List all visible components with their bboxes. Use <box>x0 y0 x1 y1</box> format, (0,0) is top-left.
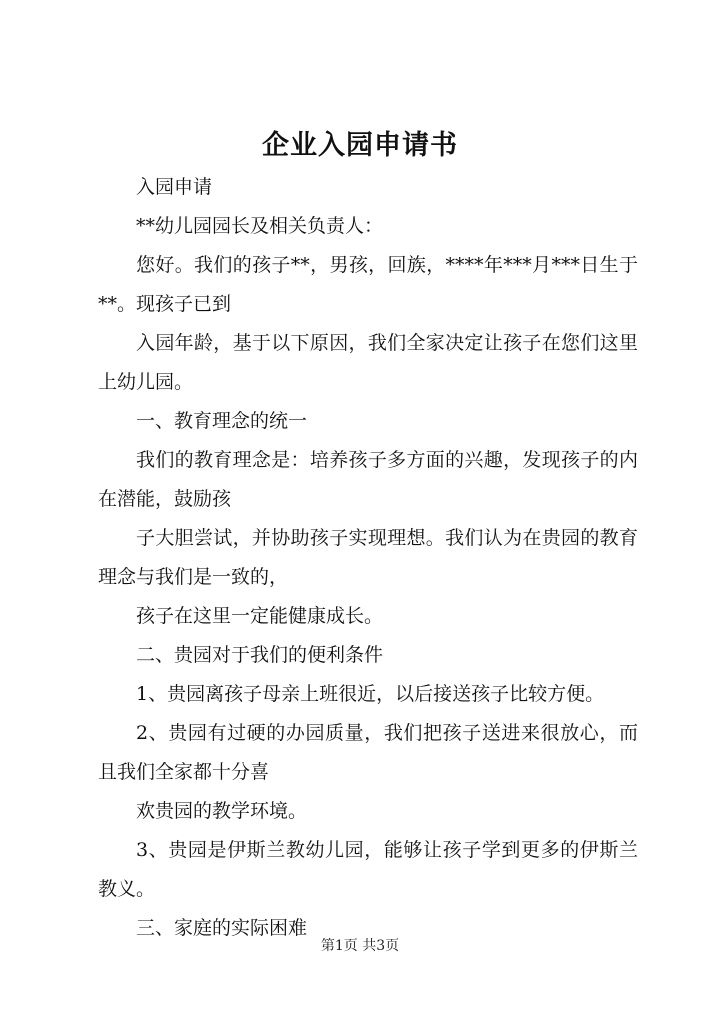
paragraph-education-1: 我们的教育理念是：培养孩子多方面的兴趣，发现孩子的内在潜能，鼓励孩 <box>98 449 638 510</box>
page-footer: 第1页 共3页 <box>320 938 400 954</box>
paragraph-salutation: **幼儿园园长及相关负责人： <box>136 215 384 237</box>
section-heading-3: 三、家庭的实际困难 <box>136 917 308 939</box>
paragraph-convenience-1: 1、贵园离孩子母亲上班很近，以后接送孩子比较方便。 <box>136 683 605 705</box>
section-heading-2: 二、贵园对于我们的便利条件 <box>136 644 384 666</box>
document-title: 企业入园申请书 <box>262 130 458 161</box>
paragraph-convenience-2-cont: 欢贵园的教学环境。 <box>136 800 308 822</box>
paragraph-heading-application: 入园申请 <box>136 176 213 198</box>
section-heading-1: 一、教育理念的统一 <box>136 410 308 432</box>
paragraph-convenience-2: 2、贵园有过硬的办园质量，我们把孩子送进来很放心，而且我们全家都十分喜 <box>98 722 638 783</box>
paragraph-greeting: 您好。我们的孩子**，男孩，回族，****年***月***日生于**。现孩子已到 <box>98 254 638 315</box>
paragraph-reason-intro: 入园年龄，基于以下原因，我们全家决定让孩子在您们这里上幼儿园。 <box>98 332 638 393</box>
paragraph-convenience-3: 3、贵园是伊斯兰教幼儿园，能够让孩子学到更多的伊斯兰教义。 <box>98 839 638 900</box>
document-body <box>98 168 638 948</box>
paragraph-education-2: 子大胆尝试，并协助孩子实现理想。我们认为在贵园的教育理念与我们是一致的， <box>98 527 638 588</box>
paragraph-education-3: 孩子在这里一定能健康成长。 <box>136 605 384 627</box>
